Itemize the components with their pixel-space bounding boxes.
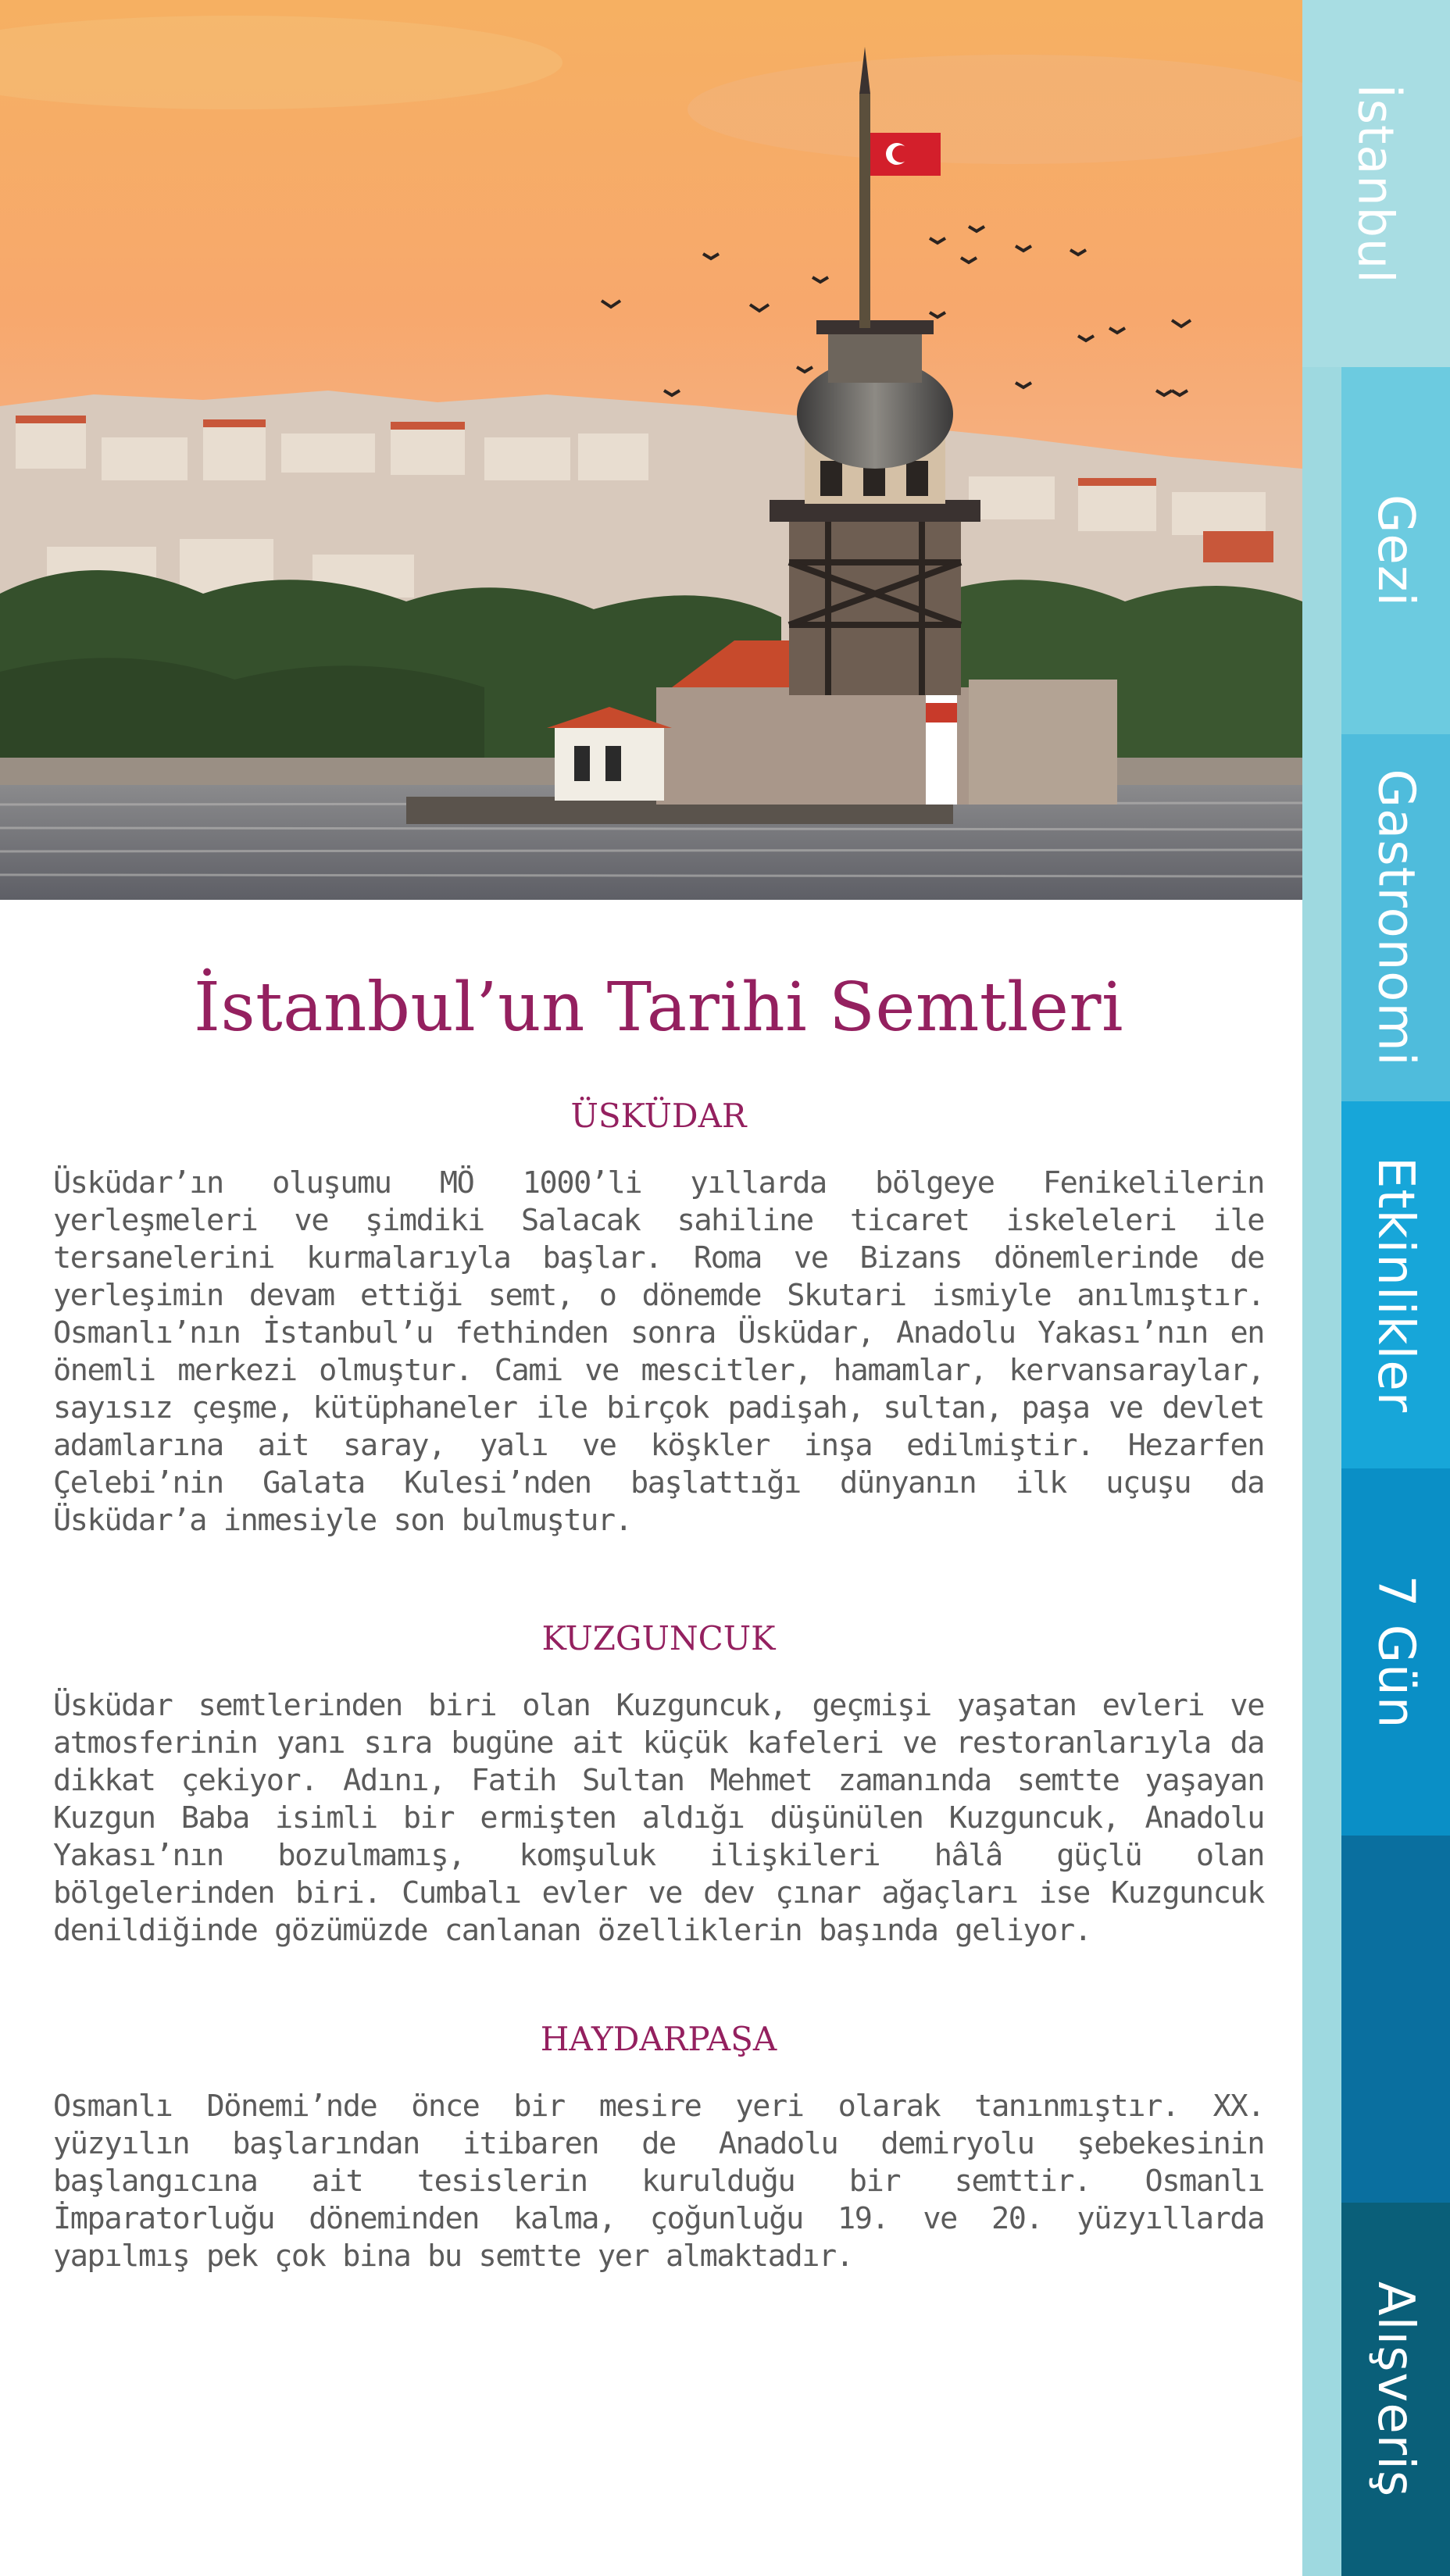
tab-etkinlikler[interactable]	[1341, 1101, 1450, 1468]
section-body-haydarpasa: Osmanlı Dönemi’nde önce bir mesire yeri olarak tanınmıştır. XX. yüzyılın başlarından itibaren de Anadolu demiryolu şebekesinin başlangıcına ait tesislerin kurulduğu bir semttir. Osmanlı İmparatorluğu döneminden kalma, çoğunluğu 19. ve 20. yüzyıllarda yapılmış pek çok bina bu semtte yer almaktadır.	[53, 2089, 1264, 2274]
tab-alisveris-label: Alışveriş	[1366, 2281, 1425, 2498]
page-title: İstanbul’un Tarihi Semtleri	[194, 969, 1123, 1047]
tab-gezi-label: Gezi	[1366, 494, 1425, 608]
section-body-uskudar: Üsküdar’ın oluşumu MÖ 1000’li yıllarda bölgeye Fenikelilerin yerleşmeleri ve şimdiki Salacak sahiline ticaret iskeleleri ile tersanelerini kurmalarıyla başlar. Roma ve Bizans dönemlerinde de yerleşimin devam ettiği semt, o dönemde Skutari ismiyle anılmıştır. Osmanlı’nın İstanbul’u fethinden sonra Üsküdar, Anadolu Yakası’nın en önemli merkezi olmuştur. Cami ve mescitler, hamamlar, kervansaraylar, sayısız çeşme, kütüphaneler ile birçok padişah, sultan, paşa ve devlet adamlarına ait saray, yalı ve köşkler inşa edilmiştir. Hezarfen Çelebi’nin Galata Kulesi’nden başlattığı dünyanın ilk uçuşu da Üsküdar’a inmesiyle son bulmuştur.	[53, 1165, 1264, 1538]
tab-istanbul-label: İstanbul	[1348, 83, 1405, 284]
article	[53, 900, 1264, 2275]
tab-7-gun[interactable]	[1341, 1468, 1450, 1836]
tab-gastronomi[interactable]	[1341, 734, 1450, 1101]
section-title-haydarpasa: HAYDARPAŞA	[540, 2020, 777, 2058]
tab-istanbul[interactable]	[1302, 0, 1450, 367]
tab-gastronomi-label: Gastronomi	[1366, 769, 1425, 1067]
maiden-tower-illustration	[0, 0, 1302, 900]
hero-photo	[0, 0, 1302, 900]
tab-etkinlikler-label: Etkinlikler	[1366, 1156, 1425, 1414]
tab-alisveris[interactable]	[1341, 2203, 1450, 2576]
tab-empty[interactable]	[1341, 1836, 1450, 2203]
section-body-kuzguncuk: Üsküdar semtlerinden biri olan Kuzguncuk, geçmişi yaşatan evleri ve atmosferinin yanı sıra bugüne ait küçük kafeleri ve restoranlarıyla da dikkat çekiyor. Adını, Fatih Sultan Mehmet zamanında semtte yaşayan Kuzgun Baba isimli bir ermişten aldığı düşünülen Kuzguncuk, Anadolu Yakası’nın bozulmamış, komşuluk ilişkileri hâlâ güçlü olan bölgelerinden biri. Cumbalı evler ve dev çınar ağaçları ise Kuzguncuk denildiğinde gözümüzde canlanan özelliklerin başında geliyor.	[53, 1688, 1264, 1948]
section-title-uskudar: ÜSKÜDAR	[570, 1097, 747, 1135]
section-title-kuzguncuk: KUZGUNCUK	[541, 1619, 776, 1657]
tab-gezi[interactable]	[1341, 367, 1450, 734]
tab-7-gun-label: 7 Gün	[1366, 1575, 1425, 1729]
section-tab-rail	[1302, 0, 1450, 2576]
